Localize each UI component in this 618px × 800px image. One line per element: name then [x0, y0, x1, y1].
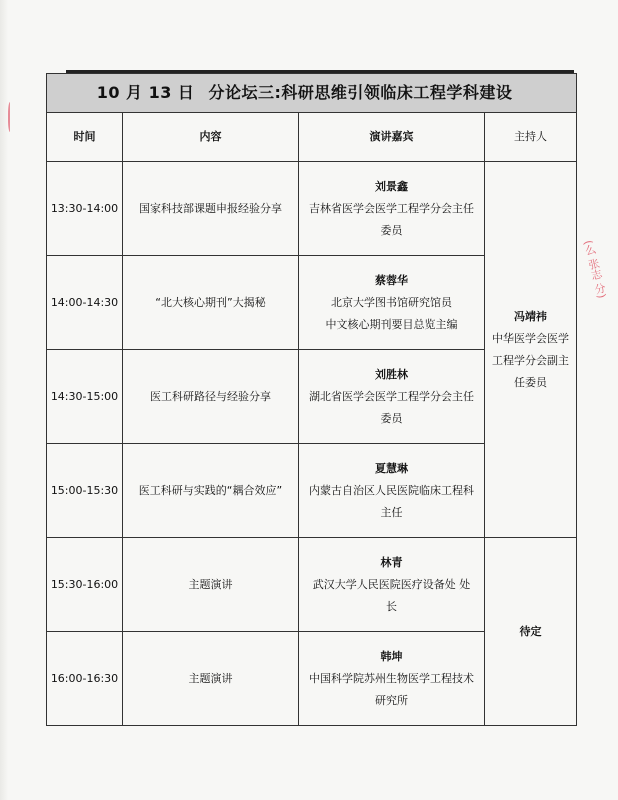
- host-title-end: 任委员: [514, 375, 548, 389]
- host-title-cont: 工程学分会副主: [492, 353, 570, 367]
- session-speaker: [299, 256, 485, 350]
- speaker-title-cont: 委员: [380, 411, 403, 425]
- session-time: 14:00-14:30: [47, 256, 123, 350]
- speaker-name: 蔡蓉华: [375, 273, 408, 287]
- forum-title: 分论坛三:科研思维引领临床工程学科建设: [208, 83, 513, 102]
- speaker-title-cont: 主任: [380, 505, 403, 519]
- session-speaker: [299, 350, 485, 444]
- session-content: 主题演讲: [123, 538, 299, 632]
- speaker-title: 湖北省医学会医学工程学分会主任: [309, 389, 474, 403]
- host-title: 中华医学会医学: [492, 331, 570, 345]
- speaker-name: 林青: [380, 555, 403, 569]
- host-name: 冯靖祎: [514, 309, 548, 323]
- forum-date: 10 月 13 日: [96, 83, 195, 102]
- speaker-title-cont: 研究所: [375, 693, 408, 707]
- session-time: 14:30-15:00: [47, 350, 123, 444]
- speaker-title: 吉林省医学会医学工程学分会主任: [309, 201, 474, 215]
- header-host: 主持人: [485, 113, 577, 162]
- session-content: 医工科研路径与经验分享: [123, 350, 299, 444]
- session-speaker: [299, 162, 485, 256]
- session-speaker: [299, 632, 485, 726]
- session-speaker: [299, 538, 485, 632]
- session-content: 国家科技部课题申报经验分享: [123, 162, 299, 256]
- speaker-title-cont: 委员: [380, 223, 403, 237]
- session-content: “北大核心期刊”大揭秘: [123, 256, 299, 350]
- speaker-title: 北京大学图书馆研究馆员: [331, 295, 452, 309]
- red-ink-mark: [8, 102, 13, 132]
- banner-row: [47, 74, 577, 113]
- speaker-title-cont: 中文核心期刊要目总览主编: [325, 317, 458, 331]
- speaker-name: 韩坤: [380, 649, 403, 663]
- speaker-name: 刘景鑫: [375, 179, 408, 193]
- header-row: [47, 113, 577, 162]
- handwritten-note: (么 张志 分): [581, 238, 609, 300]
- host-cell: [485, 162, 577, 538]
- table-row: [47, 538, 577, 632]
- speaker-title: 内蒙古自治区人民医院临床工程科: [309, 483, 474, 497]
- page-edge: [0, 0, 8, 800]
- host-name: 待定: [519, 624, 542, 638]
- session-time: 15:30-16:00: [47, 538, 123, 632]
- header-content: 内容: [123, 113, 299, 162]
- speaker-title: 武汉大学人民医院医疗设备处 处: [312, 577, 471, 591]
- schedule-table: [46, 73, 577, 726]
- session-content: 医工科研与实践的“耦合效应”: [123, 444, 299, 538]
- header-time: 时间: [47, 113, 123, 162]
- host-cell: [485, 538, 577, 726]
- session-time: 16:00-16:30: [47, 632, 123, 726]
- session-time: 15:00-15:30: [47, 444, 123, 538]
- speaker-title-cont: 长: [386, 599, 397, 613]
- session-speaker: [299, 444, 485, 538]
- speaker-name: 夏慧琳: [375, 461, 408, 475]
- session-time: 13:30-14:00: [47, 162, 123, 256]
- session-content: 主题演讲: [123, 632, 299, 726]
- table-row: [47, 162, 577, 256]
- forum-banner: [47, 74, 577, 113]
- speaker-name: 刘胜林: [375, 367, 408, 381]
- speaker-title: 中国科学院苏州生物医学工程技术: [309, 671, 474, 685]
- header-speaker: 演讲嘉宾: [299, 113, 485, 162]
